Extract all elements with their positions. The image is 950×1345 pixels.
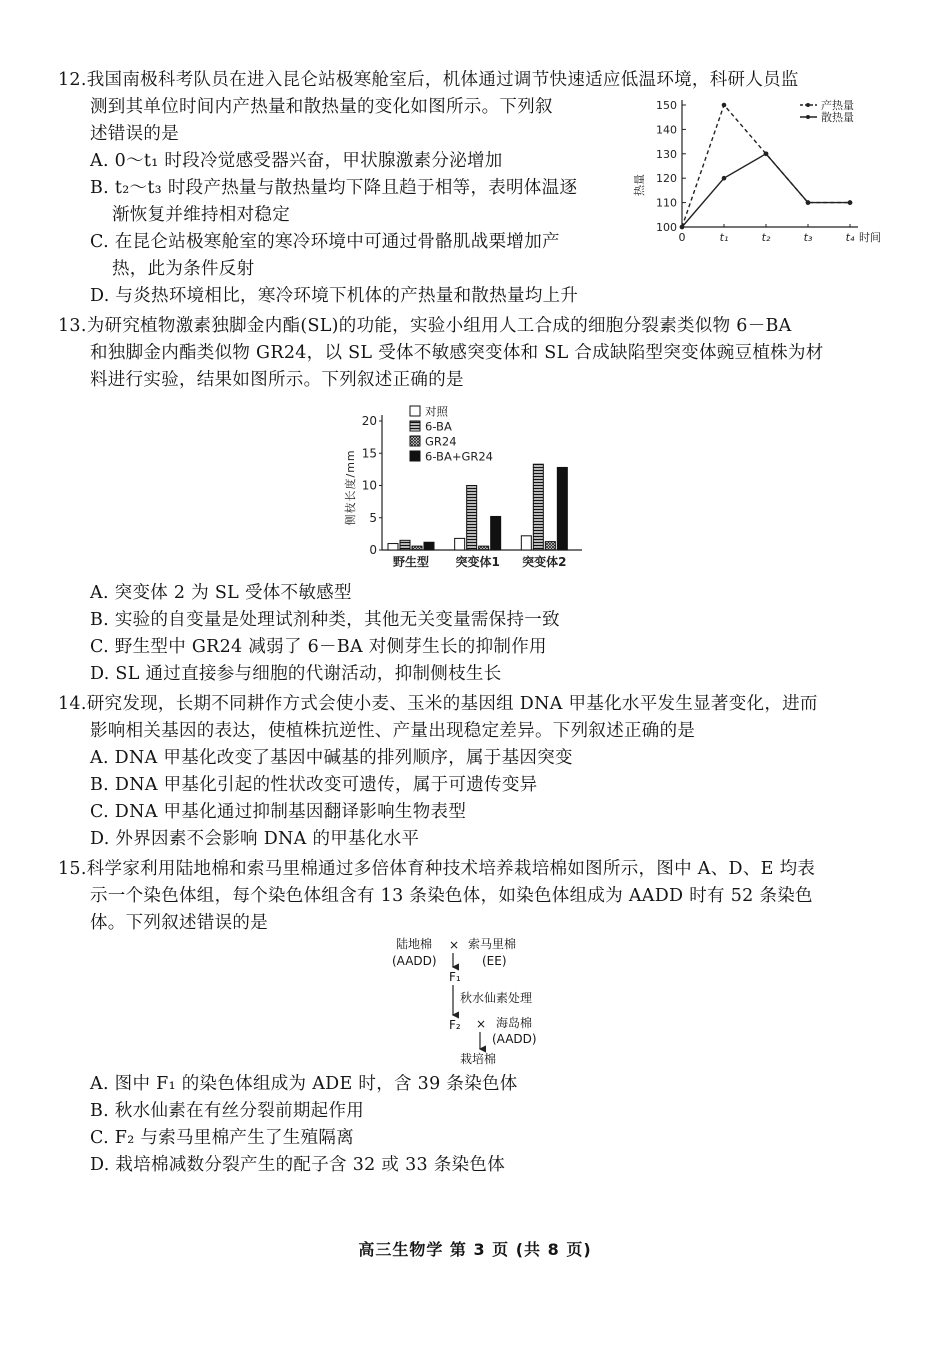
q15-option-a: A. 图中 F₁ 的染色体组成为 ADE 时，含 39 条染色体 (90, 1074, 518, 1094)
bar-GR24-突变体2 (545, 542, 555, 550)
x-tick-label: t₃ (803, 231, 813, 244)
bar-GR24-野生型 (412, 546, 422, 550)
q14-option-a: A. DNA 甲基化改变了基因中碱基的排列顺序，属于基因突变 (90, 748, 573, 768)
x-tick-label: 0 (678, 231, 686, 244)
legend-marker (806, 103, 810, 107)
y-tick-label: 10 (361, 478, 377, 493)
x-tick-label: 野生型 (392, 555, 430, 569)
y-tick-label: 5 (369, 510, 377, 525)
q13-option-a: A. 突变体 2 为 SL 受体不敏感型 (90, 583, 352, 603)
y-tick-label: 20 (361, 414, 377, 428)
x-tick-label: t₁ (719, 231, 729, 244)
y-tick-label: 150 (656, 99, 677, 112)
heat-line-chart (625, 95, 890, 250)
data-point (722, 103, 727, 108)
parent2-genome: (EE) (482, 954, 507, 968)
page-footer: 高三生物学 第 3 页 (共 8 页) (358, 1240, 592, 1259)
breeding-diagram (380, 935, 580, 1070)
y-tick-label: 100 (656, 221, 677, 234)
bar-6-BA+GR24-突变体2 (557, 467, 567, 550)
y-tick-label: 110 (656, 196, 677, 210)
legend-marker (806, 115, 810, 119)
data-point (764, 152, 769, 157)
q15-stem-line2: 示一个染色体组，每个染色体组含有 13 条染色体，如染色体组成为 AADD 时有 52 条染色 (90, 886, 813, 906)
data-point (806, 200, 811, 205)
cross-symbol-2: × (476, 1017, 487, 1031)
branch-bar-chart (340, 400, 600, 580)
y-tick-label: 120 (656, 172, 677, 186)
data-point (848, 200, 853, 205)
diagram-arrows (380, 935, 580, 1070)
q12-option-d: D. 与炎热环境相比，寒冷环境下机体的产热量和散热量均上升 (90, 286, 579, 306)
y-tick-label: 15 (361, 446, 377, 461)
f2-label: F₂ (449, 1018, 461, 1032)
q14-stem-line2: 影响相关基因的表达，使植株抗逆性、产量出现稳定差异。下列叙述正确的是 (90, 721, 696, 741)
legend-label: 对照 (425, 404, 448, 419)
q12-option-b-line1: B. t₂～t₃ 时段产热量与散热量均下降且趋于相等，表明体温逐 (90, 178, 578, 198)
q13-option-c: C. 野生型中 GR24 减弱了 6－BA 对侧芽生长的抑制作用 (90, 637, 547, 657)
q12-stem-line1: 12.我国南极科考队员在进入昆仑站极寒舱室后，机体通过调节快速适应低温环境，科研人员监 (58, 70, 799, 90)
q14-option-d: D. 外界因素不会影响 DNA 的甲基化水平 (90, 829, 420, 849)
bar-对照-突变体2 (521, 536, 531, 550)
legend-swatch (410, 406, 420, 416)
q13-stem-line2: 和独脚金内酯类似物 GR24，以 SL 受体不敏感突变体和 SL 合成缺陷型突变体豌豆植株为材 (90, 343, 824, 363)
data-point (722, 176, 727, 181)
bar-对照-野生型 (388, 544, 398, 550)
bar-6-BA+GR24-野生型 (424, 542, 434, 550)
q13-option-d: D. SL 通过直接参与细胞的代谢活动，抑制侧枝生长 (90, 664, 502, 684)
bar-对照-突变体1 (455, 538, 465, 550)
q15-option-c: C. F₂ 与索马里棉产生了生殖隔离 (90, 1128, 355, 1148)
parent2-name: 索马里棉 (468, 937, 517, 951)
treatment-label: 秋水仙素处理 (460, 991, 533, 1005)
legend-swatch (410, 436, 420, 446)
cross-symbol-1: × (449, 938, 460, 952)
parent1-name: 陆地棉 (396, 937, 433, 951)
q14-stem-line1: 14.研究发现，长期不同耕作方式会使小麦、玉米的基因组 DNA 甲基化水平发生显著变化，进而 (58, 694, 818, 714)
legend-label: 产热量 (821, 99, 854, 112)
q13-stem-line1: 13.为研究植物激素独脚金内酯(SL)的功能，实验小组用人工合成的细胞分裂素类似物 6－BA (58, 316, 792, 336)
q15-option-b: B. 秋水仙素在有丝分裂前期起作用 (90, 1101, 365, 1121)
y-axis-label: 侧枝长度/mm (344, 449, 357, 526)
q12-option-c-line1: C. 在昆仑站极寒舱室的寒冷环境中可通过骨骼肌战栗增加产 (90, 232, 560, 252)
q12-stem-line3: 述错误的是 (90, 124, 179, 144)
q12-option-b-line2: 渐恢复并维持相对稳定 (112, 205, 290, 225)
legend-label: 6-BA (425, 419, 452, 434)
data-point (680, 225, 685, 230)
legend-label: 散热量 (821, 111, 854, 124)
y-axis-label: 热量 (633, 174, 646, 196)
x-tick-label: t₄ (845, 231, 855, 244)
f1-label: F₁ (449, 970, 461, 984)
q15-option-d: D. 栽培棉减数分裂产生的配子含 32 或 33 条染色体 (90, 1155, 506, 1175)
parent3-name: 海岛棉 (496, 1016, 533, 1030)
series-line-2 (682, 154, 850, 227)
bar-6-BA-野生型 (400, 540, 410, 550)
q14-option-c: C. DNA 甲基化通过抑制基因翻译影响生物表型 (90, 802, 467, 822)
legend-swatch (410, 451, 420, 461)
x-axis-label: 时间 (859, 231, 881, 244)
legend-label: GR24 (425, 434, 457, 449)
legend-label: 6-BA+GR24 (425, 449, 493, 464)
x-tick-label: t₂ (761, 231, 771, 244)
q14-option-b: B. DNA 甲基化引起的性状改变可遗传，属于可遗传变异 (90, 775, 538, 795)
bar-6-BA+GR24-突变体1 (491, 516, 501, 550)
y-tick-label: 130 (656, 147, 677, 161)
q15-stem-line1: 15.科学家利用陆地棉和索马里棉通过多倍体育种技术培养栽培棉如图所示，图中 A、D、E 均表 (58, 859, 816, 879)
parent1-genome: (AADD) (392, 954, 437, 968)
bar-GR24-突变体1 (479, 546, 489, 550)
result-label: 栽培棉 (460, 1052, 497, 1066)
y-tick-label: 140 (656, 123, 677, 137)
q15-stem-line3: 体。下列叙述错误的是 (90, 913, 268, 933)
q13-option-b: B. 实验的自变量是处理试剂种类，其他无关变量需保持一致 (90, 610, 560, 630)
x-tick-label: 突变体2 (522, 555, 567, 569)
bar-6-BA-突变体2 (533, 464, 543, 550)
q13-stem-line3: 料进行实验，结果如图所示。下列叙述正确的是 (90, 370, 464, 390)
q12-option-a: A. 0～t₁ 时段冷觉感受器兴奋，甲状腺激素分泌增加 (90, 151, 503, 171)
q12-option-c-line2: 热，此为条件反射 (112, 259, 255, 279)
x-tick-label: 突变体1 (455, 555, 500, 569)
q12-stem-line2: 测到其单位时间内产热量和散热量的变化如图所示。下列叙 (90, 97, 553, 117)
bar-6-BA-突变体1 (467, 486, 477, 551)
parent3-genome: (AADD) (492, 1032, 537, 1046)
legend-swatch (410, 421, 420, 431)
y-tick-label: 0 (369, 543, 377, 557)
